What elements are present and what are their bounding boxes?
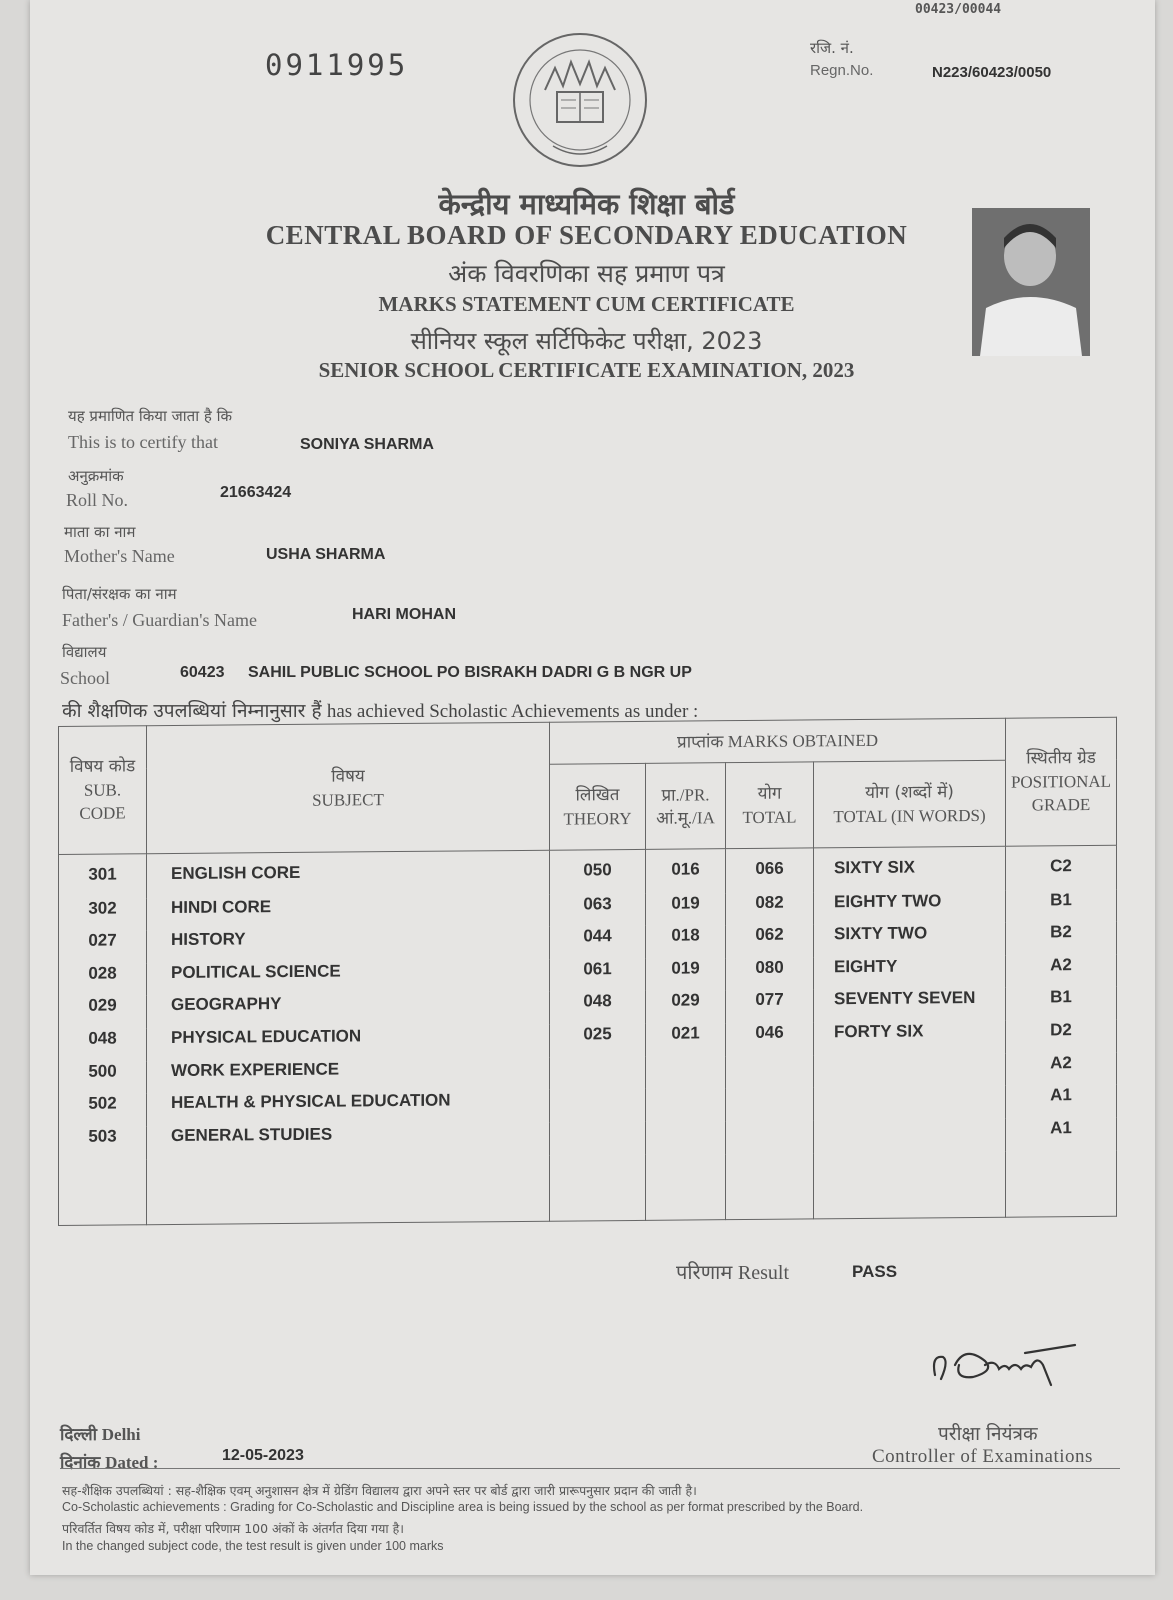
theory-marks: 044	[550, 926, 646, 959]
header-total: योग TOTAL	[726, 762, 814, 849]
issue-date: 12-05-2023	[222, 1447, 304, 1464]
practical-marks: 019	[646, 893, 726, 926]
practical-marks: 019	[646, 958, 726, 991]
top-code: 00423/00044	[915, 2, 1002, 17]
positional-grade: A2	[1006, 1052, 1117, 1086]
certify-label-hindi: यह प्रमाणित किया जाता है कि	[68, 407, 232, 425]
total-in-words: SEVENTY SEVEN	[814, 988, 1006, 1022]
mother-name: USHA SHARMA	[266, 546, 386, 563]
school-label: School	[60, 668, 111, 688]
theory-marks: 063	[550, 893, 646, 926]
header-positional-grade: स्थितीय ग्रेड POSITIONAL GRADE	[1006, 717, 1117, 846]
header-total-words: योग (शब्दों में) TOTAL (IN WORDS)	[814, 760, 1006, 848]
scholastic-label-hindi: की शैक्षणिक उपलब्धियां निम्नानुसार हैं	[62, 700, 322, 722]
regn-number: N223/60423/0050	[932, 64, 1052, 81]
footer-divider	[60, 1468, 1120, 1469]
regn-label: Regn.No.	[810, 62, 874, 79]
school-label-hindi: विद्यालय	[62, 643, 107, 661]
subject-name: GEOGRAPHY	[147, 992, 550, 1028]
scholastic-label: has achieved Scholastic Achievements as under :	[326, 701, 699, 722]
footnote-coscholastic: Co-Scholastic achievements : Grading for Co-Scholastic and Discipline area is being issued by the school as per format prescribed by the Board.	[62, 1500, 864, 1514]
dated-label: दिनांक Dated :	[60, 1453, 159, 1473]
place-label: दिल्ली Delhi	[60, 1425, 141, 1445]
positional-grade: B2	[1006, 922, 1117, 956]
theory-marks: 048	[550, 991, 646, 1024]
total-in-words: SIXTY SIX	[814, 846, 1006, 892]
total-marks: 046	[726, 1022, 814, 1055]
result-label: परिणाम Result	[676, 1260, 790, 1284]
father-label: Father's / Guardian's Name	[62, 610, 257, 630]
total-marks	[726, 1088, 814, 1121]
student-photo	[972, 208, 1090, 356]
positional-grade: A1	[1006, 1118, 1117, 1152]
header-marks-obtained: प्राप्तांक MARKS OBTAINED	[550, 718, 1006, 764]
roll-number: 21663424	[220, 484, 292, 501]
scholastic-line	[62, 697, 698, 723]
practical-marks	[646, 1056, 726, 1089]
total-marks	[726, 1055, 814, 1088]
mother-label-hindi: माता का नाम	[64, 523, 136, 541]
sub-code: 301	[59, 854, 147, 899]
positional-grade: B1	[1006, 987, 1117, 1021]
theory-marks: 025	[550, 1024, 646, 1057]
positional-grade: C2	[1006, 845, 1117, 890]
practical-marks: 021	[646, 1023, 726, 1056]
total-in-words: EIGHTY TWO	[814, 890, 1006, 924]
result-value: PASS	[852, 1262, 898, 1281]
total-in-words: EIGHTY	[814, 956, 1006, 990]
serial-number: 0911995	[265, 48, 409, 82]
header-subject: विषय SUBJECT	[147, 722, 550, 854]
sub-code: 502	[59, 1094, 147, 1127]
school-name: SAHIL PUBLIC SCHOOL PO BISRAKH DADRI G B NGR UP	[248, 664, 692, 681]
subject-name: HINDI CORE	[147, 894, 550, 930]
total-marks: 082	[726, 892, 814, 925]
practical-marks	[646, 1088, 726, 1121]
sub-code: 048	[59, 1028, 147, 1061]
theory-marks	[550, 1057, 646, 1090]
roll-label: Roll No.	[66, 490, 129, 510]
marks-table	[58, 717, 1117, 1226]
total-in-words: FORTY SIX	[814, 1021, 1006, 1055]
board-title-hindi: केन्द्रीय माध्यमिक शिक्षा बोर्ड	[438, 187, 735, 221]
exam-title: SENIOR SCHOOL CERTIFICATE EXAMINATION, 2023	[318, 358, 855, 382]
student-name: SONIYA SHARMA	[300, 436, 434, 453]
subject-name: WORK EXPERIENCE	[147, 1057, 550, 1093]
subject-name: PHYSICAL EDUCATION	[147, 1025, 550, 1061]
sub-code: 302	[59, 898, 147, 931]
controller-signature	[925, 1335, 1095, 1400]
theory-marks: 061	[550, 959, 646, 992]
total-marks: 080	[726, 957, 814, 990]
practical-marks	[646, 1121, 726, 1154]
total-marks: 077	[726, 990, 814, 1023]
positional-grade: A1	[1006, 1085, 1117, 1119]
theory-marks	[550, 1089, 646, 1122]
father-label-hindi: पिता/संरक्षक का नाम	[62, 585, 177, 603]
sub-code: 503	[59, 1126, 147, 1159]
controller-title-hindi: परीक्षा नियंत्रक	[938, 1423, 1038, 1445]
cbse-emblem-icon	[505, 28, 655, 176]
total-marks: 066	[726, 848, 814, 893]
sub-code: 029	[59, 996, 147, 1029]
header-theory: लिखित THEORY	[550, 763, 646, 850]
practical-marks: 029	[646, 991, 726, 1024]
subject-name: GENERAL STUDIES	[147, 1123, 550, 1159]
mother-label: Mother's Name	[64, 546, 175, 566]
positional-grade: A2	[1006, 955, 1117, 989]
subject-name: HEALTH & PHYSICAL EDUCATION	[147, 1090, 550, 1126]
subject-name: POLITICAL SCIENCE	[147, 960, 550, 996]
document-title-hindi: अंक विवरणिका सह प्रमाण पत्र	[448, 259, 725, 288]
controller-title: Controller of Examinations	[872, 1446, 1093, 1467]
roll-label-hindi: अनुक्रमांक	[68, 467, 124, 485]
practical-marks: 018	[646, 925, 726, 958]
table-filler-row	[59, 1150, 1117, 1225]
father-name: HARI MOHAN	[352, 606, 456, 623]
footnote-coscholastic-hindi: सह-शैक्षिक उपलब्धियां : सह-शैक्षिक एवम् अनुशासन क्षेत्र में ग्रेडिंग विद्यालय द्वारा अपने स्तर पर बोर्ड द्वारा जारी प्रारूपनुसार प्रदान की जाती है।	[62, 1483, 697, 1498]
total-in-words	[814, 1053, 1006, 1087]
header-sub-code: विषय कोड SUB. CODE	[59, 726, 147, 855]
sub-code: 500	[59, 1061, 147, 1094]
theory-marks: 050	[550, 849, 646, 894]
board-title: CENTRAL BOARD OF SECONDARY EDUCATION	[265, 220, 908, 250]
school-code: 60423	[180, 664, 225, 681]
sub-code: 028	[59, 963, 147, 996]
practical-marks: 016	[646, 849, 726, 894]
sub-code: 027	[59, 930, 147, 963]
subject-name: HISTORY	[147, 927, 550, 963]
header-practical: प्रा./PR. आं.मू./IA	[646, 763, 726, 850]
footnote-changed-code-hindi: परिवर्तित विषय कोड में, परीक्षा परिणाम 100 अंकों के अंतर्गत दिया गया है।	[62, 1521, 405, 1536]
theory-marks	[550, 1122, 646, 1155]
subject-name: ENGLISH CORE	[147, 850, 550, 898]
total-in-words	[814, 1086, 1006, 1120]
positional-grade: B1	[1006, 889, 1117, 923]
total-marks: 062	[726, 925, 814, 958]
regn-label-hindi: रजि. नं.	[810, 39, 854, 57]
total-marks	[726, 1120, 814, 1153]
positional-grade: D2	[1006, 1020, 1117, 1054]
total-in-words: SIXTY TWO	[814, 923, 1006, 957]
exam-title-hindi: सीनियर स्कूल सर्टिफिकेट परीक्षा, 2023	[410, 327, 763, 355]
total-in-words	[814, 1119, 1006, 1153]
document-title: MARKS STATEMENT CUM CERTIFICATE	[378, 292, 795, 316]
certify-label: This is to certify that	[68, 432, 218, 452]
footnote-changed-code: In the changed subject code, the test result is given under 100 marks	[62, 1539, 444, 1553]
